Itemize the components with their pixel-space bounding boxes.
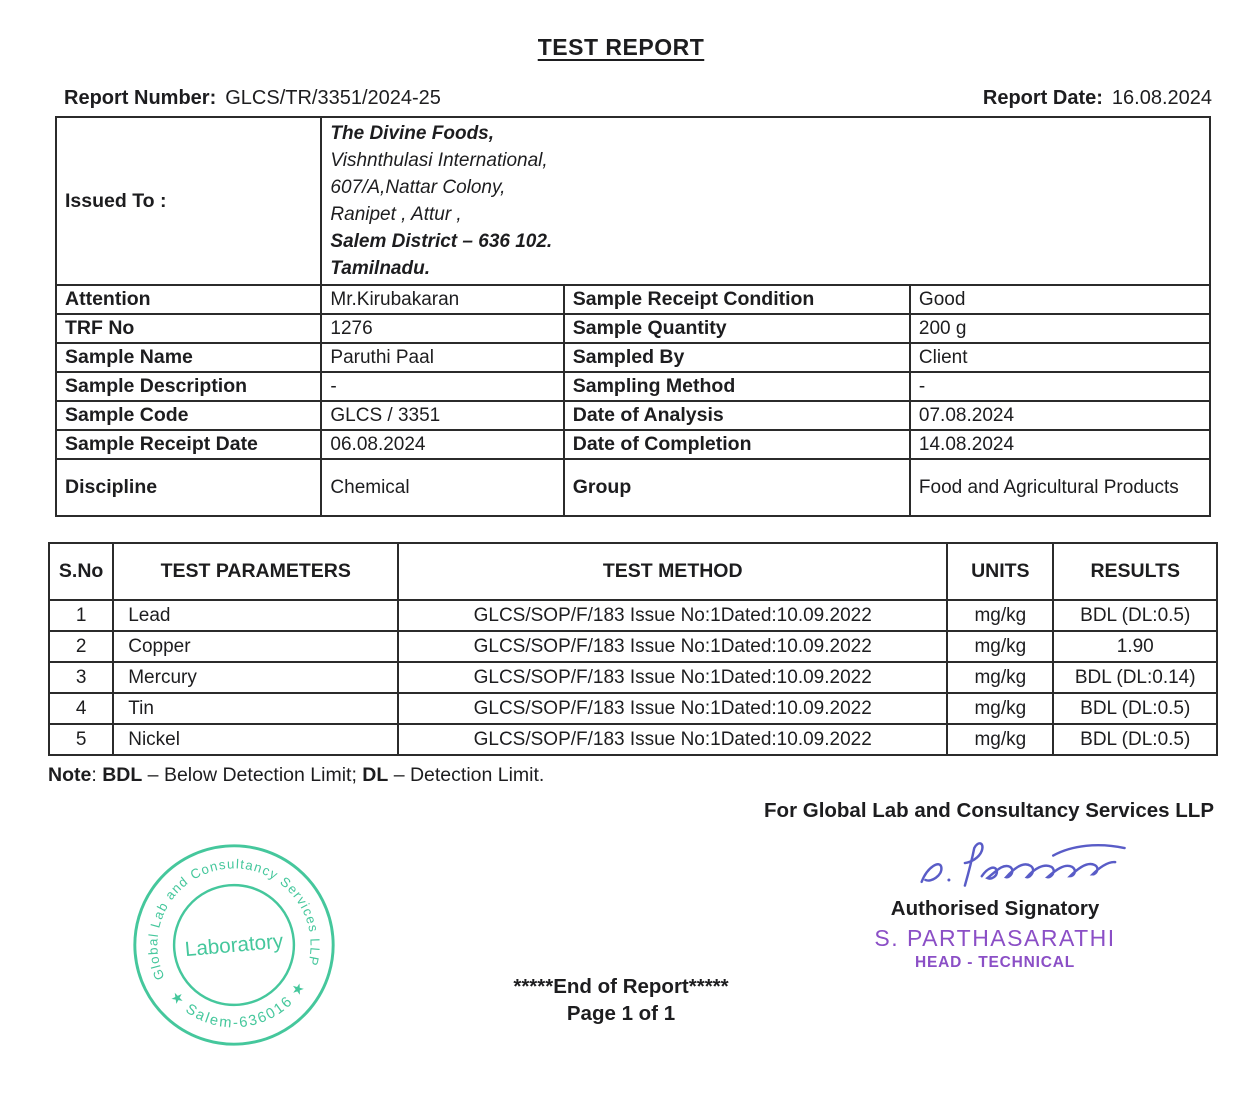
- info-value: Mr.Kirubakaran: [321, 285, 563, 314]
- end-of-report-line: *****End of Report*****: [513, 975, 729, 998]
- info-value: 06.08.2024: [321, 430, 563, 459]
- info-label: Attention: [56, 285, 321, 314]
- info-row: [56, 430, 1210, 459]
- info-label: TRF No: [56, 314, 321, 343]
- info-label: Date of Analysis: [564, 401, 910, 430]
- info-value: 200 g: [910, 314, 1210, 343]
- signatory-name: S. PARTHASARATHI: [874, 925, 1116, 951]
- address-line: 607/A,Nattar Colony,: [330, 177, 506, 198]
- cell-units: mg/kg: [947, 631, 1053, 662]
- cell-method: GLCS/SOP/F/183 Issue No:1Dated:10.09.2022: [398, 693, 947, 724]
- note-dl-text: – Detection Limit.: [388, 764, 545, 786]
- report-number-label: Report Number:: [64, 87, 217, 109]
- sample-info-table: [55, 116, 1211, 517]
- report-date-value: 16.08.2024: [1111, 87, 1212, 109]
- info-label: Sample Receipt Date: [56, 430, 321, 459]
- info-value: Chemical: [321, 459, 563, 516]
- cell-parameter: Tin: [113, 693, 398, 724]
- stamp-center-text: Laboratory: [183, 929, 285, 962]
- info-label: Date of Completion: [564, 430, 910, 459]
- info-value: 07.08.2024: [910, 401, 1210, 430]
- info-row: [56, 401, 1210, 430]
- cell-method: GLCS/SOP/F/183 Issue No:1Dated:10.09.2022: [398, 631, 947, 662]
- cell-result: BDL (DL:0.14): [1053, 662, 1217, 693]
- authorised-signatory-label: Authorised Signatory: [890, 897, 1100, 920]
- cell-result: 1.90: [1053, 631, 1217, 662]
- note-sep: :: [91, 764, 103, 786]
- info-value: Client: [910, 343, 1210, 372]
- address-line: The Divine Foods,: [330, 123, 495, 144]
- table-row: [49, 631, 1217, 662]
- for-company-line: For Global Lab and Consultancy Services LLP: [764, 799, 1214, 822]
- column-header-method: TEST METHOD: [398, 543, 947, 600]
- table-row: [49, 724, 1217, 755]
- address-line: Salem District – 636 102.: [330, 231, 553, 252]
- info-row: [56, 343, 1210, 372]
- note-dl-abbr: DL: [362, 764, 389, 786]
- column-header-results: RESULTS: [1053, 543, 1217, 600]
- address-line: Vishnthulasi International,: [330, 150, 548, 171]
- stamp-bottom-text: ★ Salem-636016 ★: [166, 977, 310, 1032]
- info-label: Sample Quantity: [564, 314, 910, 343]
- cell-parameter: Lead: [113, 600, 398, 631]
- column-header-parameters: TEST PARAMETERS: [113, 543, 398, 600]
- report-date: [983, 87, 1212, 110]
- cell-sno: 4: [49, 693, 113, 724]
- cell-result: BDL (DL:0.5): [1053, 600, 1217, 631]
- address-line: Tamilnadu.: [330, 258, 430, 279]
- info-label: Sample Code: [56, 401, 321, 430]
- cell-sno: 2: [49, 631, 113, 662]
- cell-method: GLCS/SOP/F/183 Issue No:1Dated:10.09.2022: [398, 600, 947, 631]
- issued-to-label: Issued To :: [56, 117, 321, 285]
- issued-to-address: [321, 117, 1210, 285]
- info-value: 14.08.2024: [910, 430, 1210, 459]
- page-number: Page 1 of 1: [566, 1002, 676, 1025]
- cell-sno: 1: [49, 600, 113, 631]
- info-label: Sampling Method: [564, 372, 910, 401]
- cell-units: mg/kg: [947, 724, 1053, 755]
- note-bdl-abbr: BDL: [102, 764, 143, 786]
- info-value: Good: [910, 285, 1210, 314]
- info-row: [56, 372, 1210, 401]
- info-value: 1276: [321, 314, 563, 343]
- bottom-section: [0, 831, 1242, 1093]
- info-label: Group: [564, 459, 910, 516]
- page-title: TEST REPORT: [537, 34, 705, 60]
- info-label: Sample Name: [56, 343, 321, 372]
- info-value: -: [910, 372, 1210, 401]
- info-label: Sample Description: [56, 372, 321, 401]
- info-value: Paruthi Paal: [321, 343, 563, 372]
- cell-units: mg/kg: [947, 693, 1053, 724]
- cell-result: BDL (DL:0.5): [1053, 693, 1217, 724]
- handwritten-signature-icon: [905, 833, 1145, 895]
- signatory-designation: HEAD - TECHNICAL: [914, 954, 1076, 971]
- report-number-value: GLCS/TR/3351/2024-25: [225, 87, 441, 109]
- issued-to-row: [56, 117, 1210, 285]
- report-meta: [0, 87, 1242, 110]
- column-header-sno: S.No: [49, 543, 113, 600]
- info-label: Discipline: [56, 459, 321, 516]
- info-value: -: [321, 372, 563, 401]
- report-date-label: Report Date:: [982, 87, 1103, 109]
- info-row: [56, 285, 1210, 314]
- cell-sno: 5: [49, 724, 113, 755]
- info-label: Sample Receipt Condition: [564, 285, 910, 314]
- table-row: [49, 600, 1217, 631]
- note-bdl-text: – Below Detection Limit;: [142, 764, 363, 786]
- stamp-top-text: Global Lab and Consultancy Services LLP: [145, 856, 323, 983]
- info-row: [56, 459, 1210, 516]
- note-label: Note: [48, 764, 92, 786]
- report-footer: [0, 973, 1242, 1027]
- cell-method: GLCS/SOP/F/183 Issue No:1Dated:10.09.2022: [398, 662, 947, 693]
- report-number: [64, 87, 441, 110]
- address-line: Ranipet , Attur ,: [330, 204, 462, 225]
- column-header-units: UNITS: [947, 543, 1053, 600]
- cell-units: mg/kg: [947, 662, 1053, 693]
- cell-parameter: Copper: [113, 631, 398, 662]
- info-row: [56, 314, 1210, 343]
- cell-parameter: Mercury: [113, 662, 398, 693]
- table-row: [49, 693, 1217, 724]
- table-row: [49, 662, 1217, 693]
- info-value: GLCS / 3351: [321, 401, 563, 430]
- cell-result: BDL (DL:0.5): [1053, 724, 1217, 755]
- results-header-row: [49, 543, 1217, 600]
- cell-sno: 3: [49, 662, 113, 693]
- cell-parameter: Nickel: [113, 724, 398, 755]
- info-label: Sampled By: [564, 343, 910, 372]
- test-results-table: [48, 542, 1218, 756]
- cell-units: mg/kg: [947, 600, 1053, 631]
- cell-method: GLCS/SOP/F/183 Issue No:1Dated:10.09.2022: [398, 724, 947, 755]
- note-line: [48, 764, 1242, 787]
- signature-block: [795, 833, 1195, 972]
- info-value: Food and Agricultural Products: [910, 459, 1210, 516]
